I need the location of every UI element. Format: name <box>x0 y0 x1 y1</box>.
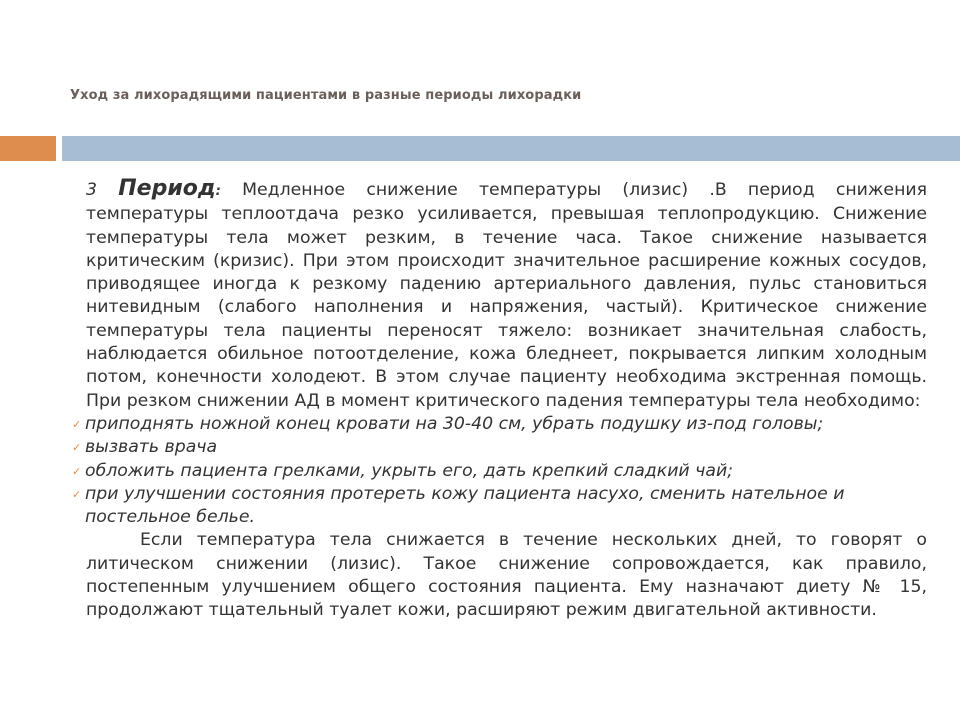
list-item <box>72 413 927 436</box>
list-item <box>72 460 927 483</box>
period-paragraph <box>72 177 927 413</box>
checkmark-icon: ✓ <box>72 441 82 455</box>
checkmark-icon: ✓ <box>72 417 82 431</box>
checkmark-icon: ✓ <box>72 464 82 478</box>
period-colon: : <box>215 184 221 199</box>
period-heading: Период <box>118 176 216 201</box>
accent-bar-blue <box>62 136 960 161</box>
checkmark-icon: ✓ <box>72 487 82 501</box>
list-item-text: вызвать врача <box>85 437 218 458</box>
slide-title: Уход за лихорадящими пациентами в разные периоды лихорадки <box>70 88 582 103</box>
slide-content <box>72 177 927 623</box>
period-number: 3 <box>86 180 119 200</box>
closing-paragraph: Если температура тела снижается в течение нескольких дней, то говорят о литическом снижении (лизис). Такое снижение сопровождается, как правило, постепенным улучшением общего состояния пациента. Ему назначают диету № 15, продолжают тщательный туалет кожи, расширяют режим двигательной активности. <box>86 530 927 621</box>
list-item-text: приподнять ножной конец кровати на 30-40 см, убрать подушку из-под головы; <box>85 413 824 434</box>
actions-list <box>72 413 927 529</box>
list-item <box>72 436 927 459</box>
accent-bar-orange <box>0 136 56 161</box>
list-item-text: при улучшении состояния протереть кожу пациента насухо, сменить нательное и постельное белье. <box>85 483 845 528</box>
list-item-text: обложить пациента грелками, укрыть его, дать крепкий сладкий чай; <box>85 460 734 481</box>
list-item <box>72 483 927 530</box>
period-text: Медленное снижение температуры (лизис) .В период снижения температуры теплоотдача резко усиливается, превышая теплопродукцию. Снижение температуры тела может резким, в течение часа. Такое снижение называется критическим (кризис). При этом происходит значительное расширение кожных сосудов, приводящее иногда к резкому падению артериального давления, пульс становиться нитевидным (слабого наполнения и напряжения, частый). Критическое снижение температуры тела пациенты переносят тяжело: возникает значительная слабость, наблюдается обильное потоотделение, кожа бледнеет, покрывается липким холодным потом, конечности холодеют. В этом случае пациенту необходима экстренная помощь. При резком снижении АД в момент критического падения температуры тела необходимо: <box>86 180 927 411</box>
